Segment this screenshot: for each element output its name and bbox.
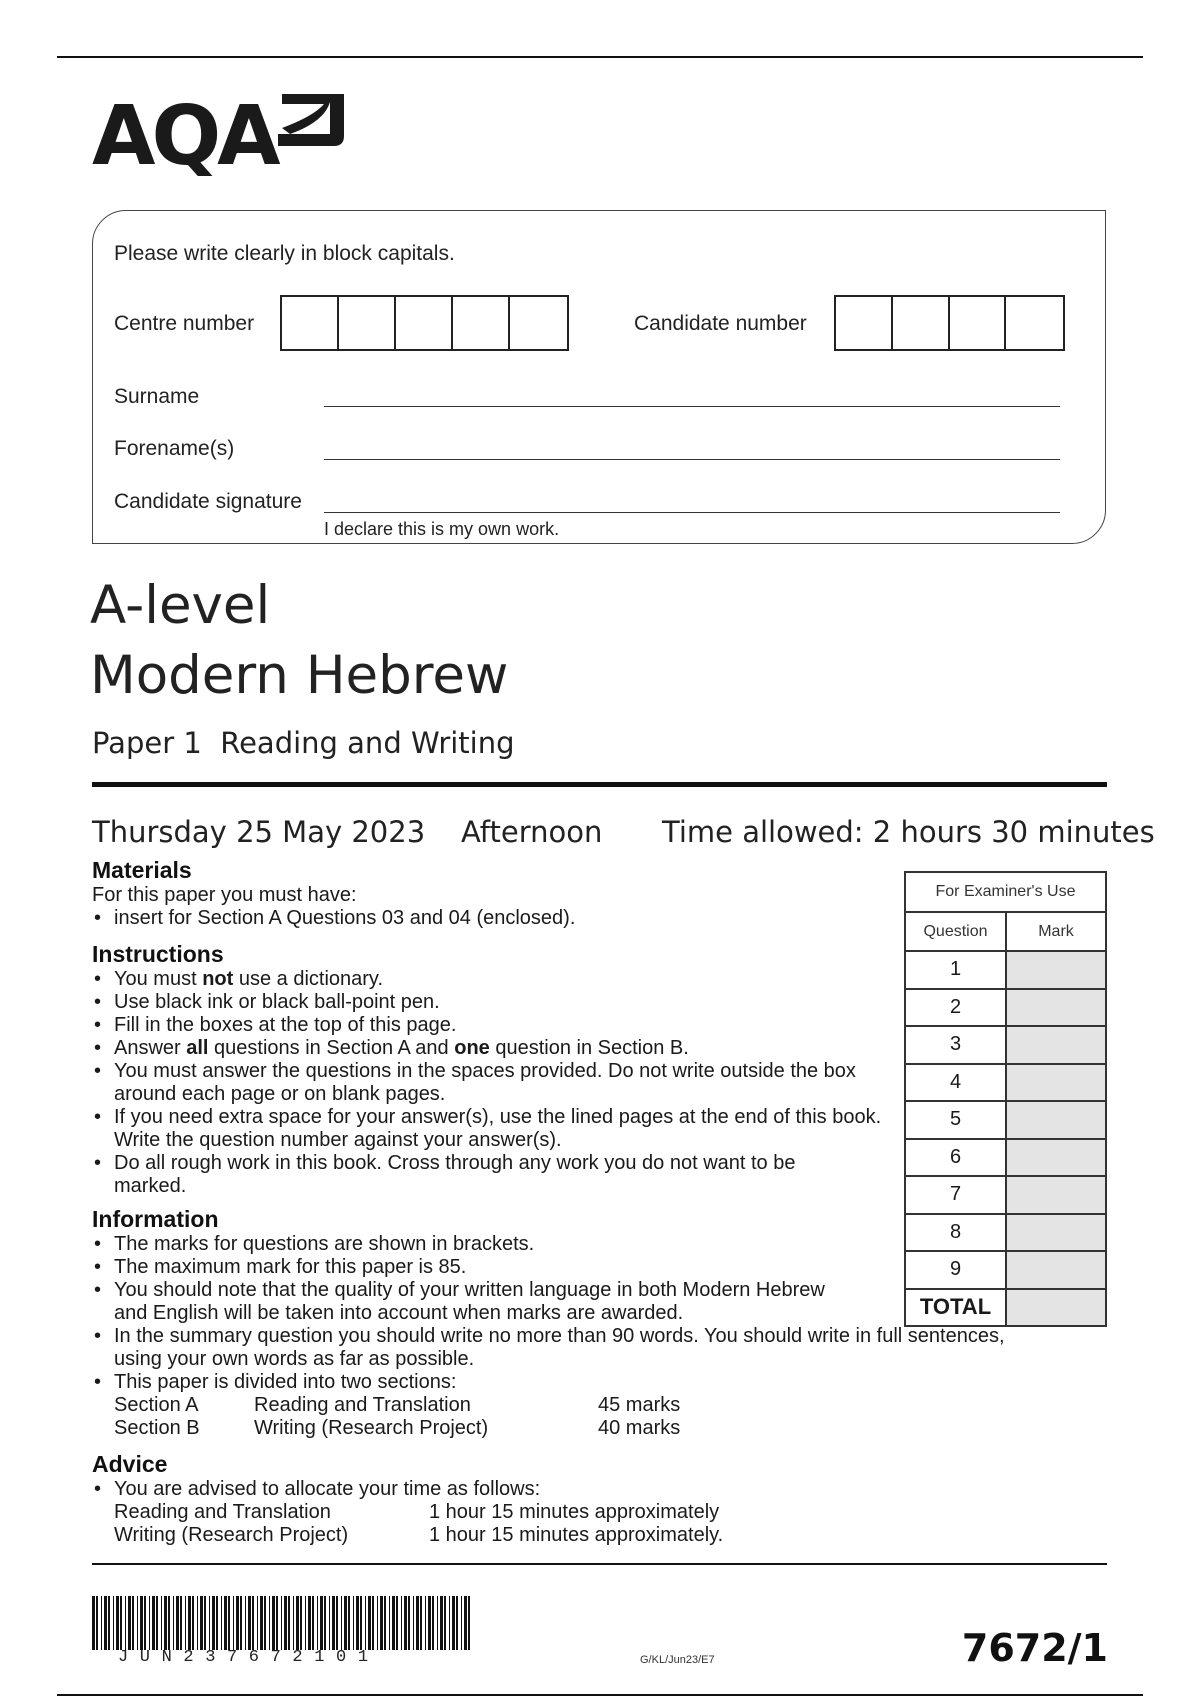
total-label: TOTAL	[905, 1289, 1006, 1327]
barcode-bar	[425, 1596, 426, 1650]
barcode-bar	[272, 1596, 275, 1650]
barcode-bar	[284, 1596, 287, 1650]
barcode-bar	[180, 1596, 182, 1650]
surname-field[interactable]	[324, 406, 1060, 407]
question-number: 6	[905, 1139, 1006, 1177]
barcode-bar	[125, 1596, 126, 1650]
question-number: 5	[905, 1101, 1006, 1139]
barcode-bar	[161, 1596, 162, 1650]
barcode-bar	[188, 1596, 191, 1650]
barcode-bar	[408, 1596, 410, 1650]
centre-digit-box[interactable]	[453, 297, 510, 349]
instruction-item: • You must answer the questions in the spaces provided. Do not write outside the box around each page or on blank pages.	[92, 1060, 884, 1106]
mark-cell	[1006, 1101, 1106, 1139]
barcode-bar	[185, 1596, 186, 1650]
barcode-bar	[224, 1596, 227, 1650]
barcode-bar	[452, 1596, 455, 1650]
barcode-bar	[260, 1596, 263, 1650]
barcode-bar	[413, 1596, 414, 1650]
information-item: • You should note that the quality of your written language in both Modern Hebrew and English will be taken into account when marks are awarded.	[92, 1279, 839, 1325]
barcode-bar	[404, 1596, 407, 1650]
centre-digit-box[interactable]	[339, 297, 396, 349]
barcode-bar	[132, 1596, 134, 1650]
qualification-level: A-level	[90, 575, 271, 636]
barcode-bar	[192, 1596, 194, 1650]
information-item: • This paper is divided into two sections: Section A Reading and Translation 45 marks Section B Writing (Research Project) 40 marks	[92, 1371, 1052, 1440]
candidate-number-boxes	[834, 295, 1065, 351]
barcode-bar	[269, 1596, 270, 1650]
section-row: Section A Reading and Translation 45 marks	[114, 1394, 681, 1416]
centre-number-label: Centre number	[114, 312, 255, 335]
materials-intro: For this paper you must have:	[92, 884, 357, 906]
barcode-bar	[360, 1596, 362, 1650]
barcode-bar	[389, 1596, 390, 1650]
candidate-number-label: Candidate number	[634, 312, 807, 335]
barcode-bar	[197, 1596, 198, 1650]
signature-field[interactable]	[324, 512, 1060, 513]
barcode-bar	[113, 1596, 114, 1650]
materials-heading: Materials	[92, 857, 192, 883]
barcode-bar	[252, 1596, 254, 1650]
signature-label: Candidate signature	[114, 490, 302, 513]
barcode-bar	[293, 1596, 294, 1650]
barcode-bar	[209, 1596, 210, 1650]
barcode-bar	[128, 1596, 131, 1650]
paper-code: 7672/1	[961, 1626, 1108, 1670]
question-number: 8	[905, 1214, 1006, 1252]
information-item: • The maximum mark for this paper is 85.	[92, 1256, 1052, 1279]
barcode-bar	[456, 1596, 458, 1650]
barcode-bar	[437, 1596, 438, 1650]
section-row: Section B Writing (Research Project) 40 marks	[114, 1417, 681, 1439]
barcode-bar	[317, 1596, 318, 1650]
barcode-bar	[377, 1596, 378, 1650]
question-number: 2	[905, 989, 1006, 1027]
barcode-bar	[149, 1596, 150, 1650]
centre-number-boxes	[280, 295, 569, 351]
aqa-logo	[92, 86, 352, 186]
barcode-bar	[468, 1596, 470, 1650]
candidate-digit-box[interactable]	[1006, 297, 1063, 349]
barcode-bar	[120, 1596, 122, 1650]
logo-text: AQA	[92, 89, 277, 184]
barcode-bar	[212, 1596, 215, 1650]
exam-session: Afternoon	[461, 815, 603, 849]
barcode-bar	[152, 1596, 155, 1650]
barcode-text: JUN237672101	[118, 1648, 380, 1667]
barcode-bar	[257, 1596, 258, 1650]
mark-cell	[1006, 1026, 1106, 1064]
barcode-bar	[116, 1596, 119, 1650]
declaration-text: I declare this is my own work.	[324, 519, 560, 539]
instruction-item: • Fill in the boxes at the top of this page.	[92, 1014, 882, 1037]
question-number: 4	[905, 1064, 1006, 1102]
barcode-bar	[156, 1596, 158, 1650]
mark-column-header: Mark	[1006, 912, 1106, 951]
barcode-bar	[104, 1596, 107, 1650]
barcode-bar	[440, 1596, 443, 1650]
mark-cell	[1006, 951, 1106, 989]
barcode-bar	[137, 1596, 138, 1650]
barcode-bar	[341, 1596, 342, 1650]
barcode-bar	[101, 1596, 102, 1650]
barcode-bar	[344, 1596, 347, 1650]
advice-section	[92, 1451, 892, 1547]
barcode-bar	[365, 1596, 366, 1650]
barcode-bar	[240, 1596, 242, 1650]
instructions-heading: Instructions	[92, 941, 224, 967]
allocation-row: Writing (Research Project) 1 hour 15 minutes approximately.	[114, 1524, 724, 1546]
mark-cell	[1006, 1064, 1106, 1102]
mark-cell	[1006, 1139, 1106, 1177]
materials-section	[92, 857, 892, 930]
information-item: • The marks for questions are shown in brackets.	[92, 1233, 1052, 1256]
barcode-bar	[368, 1596, 371, 1650]
barcode-bar	[372, 1596, 374, 1650]
barcode-bar	[332, 1596, 335, 1650]
barcode-bar	[348, 1596, 350, 1650]
barcode-bar	[200, 1596, 203, 1650]
barcode-bar	[245, 1596, 246, 1650]
forename-field[interactable]	[324, 459, 1060, 460]
barcode-bar	[380, 1596, 383, 1650]
barcode-bar	[173, 1596, 174, 1650]
barcode-bar	[233, 1596, 234, 1650]
barcode-bar	[353, 1596, 354, 1650]
barcode-bar	[236, 1596, 239, 1650]
barcode-bar	[92, 1596, 95, 1650]
barcode-bar	[444, 1596, 446, 1650]
barcode-bar	[336, 1596, 338, 1650]
question-column-header: Question	[905, 912, 1006, 951]
barcode-bar	[264, 1596, 266, 1650]
barcode-bar	[432, 1596, 434, 1650]
information-heading: Information	[92, 1206, 219, 1232]
instruction-item: • If you need extra space for your answer(s), use the lined pages at the end of this book. Write the question number against your answer(s).	[92, 1106, 884, 1152]
exam-date: Thursday 25 May 2023	[92, 815, 426, 849]
barcode-bar	[140, 1596, 143, 1650]
barcode-bar	[176, 1596, 179, 1650]
question-number: 3	[905, 1026, 1006, 1064]
question-number: 9	[905, 1251, 1006, 1289]
logo-mark-icon	[274, 90, 344, 154]
centre-digit-box[interactable]	[396, 297, 453, 349]
mark-cell	[1006, 989, 1106, 1027]
barcode-bar	[449, 1596, 450, 1650]
block-capitals-instruction: Please write clearly in block capitals.	[114, 242, 455, 265]
barcode-bar	[221, 1596, 222, 1650]
barcode-bar	[288, 1596, 290, 1650]
top-rule	[57, 56, 1143, 58]
information-item: • In the summary question you should write no more than 90 words. You should write in full sentences, using your own words as far as possible.	[92, 1325, 1044, 1371]
barcode-bar	[276, 1596, 278, 1650]
materials-item: • insert for Section A Questions 03 and 04 (enclosed).	[92, 907, 892, 930]
mark-cell	[1006, 1214, 1106, 1252]
time-allowed: Time allowed: 2 hours 30 minutes	[662, 815, 1155, 849]
barcode-bar	[320, 1596, 323, 1650]
barcode-bar	[384, 1596, 386, 1650]
barcode-bar	[416, 1596, 419, 1650]
barcode-bar	[168, 1596, 170, 1650]
candidate-digit-box[interactable]	[893, 297, 950, 349]
barcode-bar	[96, 1596, 98, 1650]
barcode-bar	[420, 1596, 422, 1650]
barcode-bar	[108, 1596, 110, 1650]
barcode-bar	[300, 1596, 302, 1650]
barcode-bar	[428, 1596, 431, 1650]
barcode-bar	[324, 1596, 326, 1650]
barcode-bar	[401, 1596, 402, 1650]
advice-heading: Advice	[92, 1451, 168, 1477]
subject-title: Modern Hebrew	[90, 645, 509, 706]
question-number: 7	[905, 1176, 1006, 1214]
examiners-use-title: For Examiner's Use	[905, 872, 1106, 912]
barcode-bar	[164, 1596, 167, 1650]
barcode-bar	[204, 1596, 206, 1650]
barcode-bar	[281, 1596, 282, 1650]
barcode-bar	[308, 1596, 311, 1650]
centre-digit-box[interactable]	[510, 297, 567, 349]
barcode-bar	[248, 1596, 251, 1650]
bottom-rule	[57, 1694, 1143, 1696]
barcode-bar	[144, 1596, 146, 1650]
candidate-digit-box[interactable]	[950, 297, 1007, 349]
paper-title: Paper 1 Reading and Writing	[92, 726, 515, 760]
forename-label: Forename(s)	[114, 437, 235, 460]
question-number: 1	[905, 951, 1006, 989]
examiners-use-table	[904, 871, 1107, 1327]
instruction-item: • Do all rough work in this book. Cross through any work you do not want to be marked.	[92, 1152, 844, 1198]
barcode-bar	[461, 1596, 462, 1650]
surname-label: Surname	[114, 385, 200, 408]
instruction-item: • Answer all questions in Section A and one question in Section B.	[92, 1037, 882, 1060]
instructions-section	[92, 941, 892, 1198]
barcode-bar	[296, 1596, 299, 1650]
barcode-icon	[92, 1596, 474, 1650]
mark-cell	[1006, 1176, 1106, 1214]
barcode-bar	[396, 1596, 398, 1650]
barcode-bar	[228, 1596, 230, 1650]
barcode-bar	[305, 1596, 306, 1650]
barcode-bar	[464, 1596, 467, 1650]
advice-item: • You are advised to allocate your time as follows: Reading and Translation 1 hour 15 minutes approximately Writing (Research Project) 1 hour 15 minutes approximately.	[92, 1478, 892, 1547]
barcode-bar	[356, 1596, 359, 1650]
paper-reference: G/KL/Jun23/E7	[640, 1654, 715, 1666]
title-rule	[92, 782, 1107, 787]
instruction-item: • You must not use a dictionary.	[92, 968, 882, 991]
barcode-bar	[329, 1596, 330, 1650]
mark-cell	[1006, 1251, 1106, 1289]
allocation-row: Reading and Translation 1 hour 15 minutes approximately	[114, 1501, 720, 1523]
advice-rule	[92, 1563, 1107, 1565]
barcode-bar	[392, 1596, 395, 1650]
instruction-item: • Use black ink or black ball-point pen.	[92, 991, 882, 1014]
barcode-bar	[216, 1596, 218, 1650]
total-mark-cell	[1006, 1289, 1106, 1327]
candidate-digit-box[interactable]	[836, 297, 893, 349]
barcode-bar	[312, 1596, 314, 1650]
centre-digit-box[interactable]	[282, 297, 339, 349]
